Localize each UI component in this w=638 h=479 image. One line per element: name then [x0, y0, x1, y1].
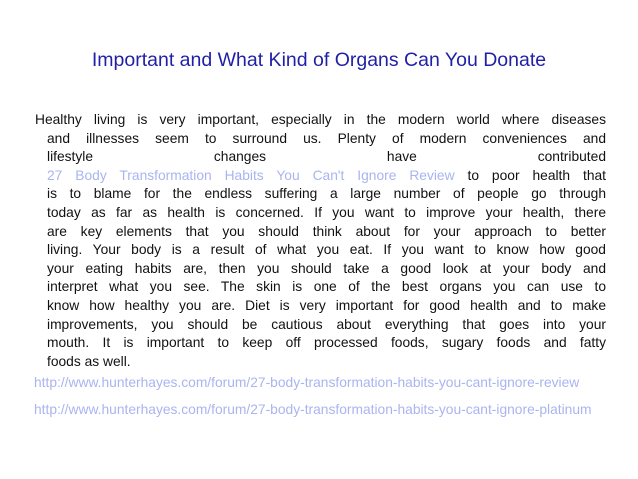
paragraph-line: are key elements that you should think about for your approach to better	[47, 223, 606, 239]
paragraph-line-tail: to poor health that	[454, 167, 607, 183]
paragraph-line: foods as well.	[47, 353, 131, 369]
reference-url-link[interactable]: http://www.hunterhayes.com/forum/27-body-transformation-habits-you-cant-ignore-platinum	[34, 402, 592, 417]
slide-title: Important and What Kind of Organs Can You Donate	[91, 49, 547, 71]
paragraph-line: interpret what you see. The skin is one of the best organs you can use to	[47, 279, 606, 295]
paragraph-line: and illnesses seem to surround us. Plenty of modern conveniences and	[47, 130, 606, 146]
paragraph-line: is to blame for the endless suffering a large number of people go through	[47, 186, 606, 202]
body-paragraph	[35, 111, 606, 371]
paragraph-line: improvements, you should be cautious about everything that goes into your	[47, 316, 606, 332]
inline-link[interactable]: 27 Body Transformation Habits You Can't Ignore Review	[47, 167, 455, 183]
paragraph-line: know how healthy you are. Diet is very important for good health and to make	[47, 297, 606, 313]
paragraph-line: living. Your body is a result of what you eat. If you want to know how good	[47, 242, 606, 258]
paragraph-line: mouth. It is important to keep off processed foods, sugary foods and fatty	[47, 335, 606, 351]
paragraph-line: your eating habits are, then you should take a good look at your body and	[47, 260, 606, 276]
paragraph-line: today as far as health is concerned. If you want to improve your health, there	[47, 204, 606, 220]
paragraph-line: Healthy living is very important, especially in the modern world where diseases	[35, 112, 606, 127]
paragraph-line: lifestyle changes have contributed	[47, 149, 606, 165]
reference-url-link[interactable]: http://www.hunterhayes.com/forum/27-body-transformation-habits-you-cant-ignore-review	[34, 375, 580, 390]
paragraph-line-with-link	[35, 167, 606, 186]
